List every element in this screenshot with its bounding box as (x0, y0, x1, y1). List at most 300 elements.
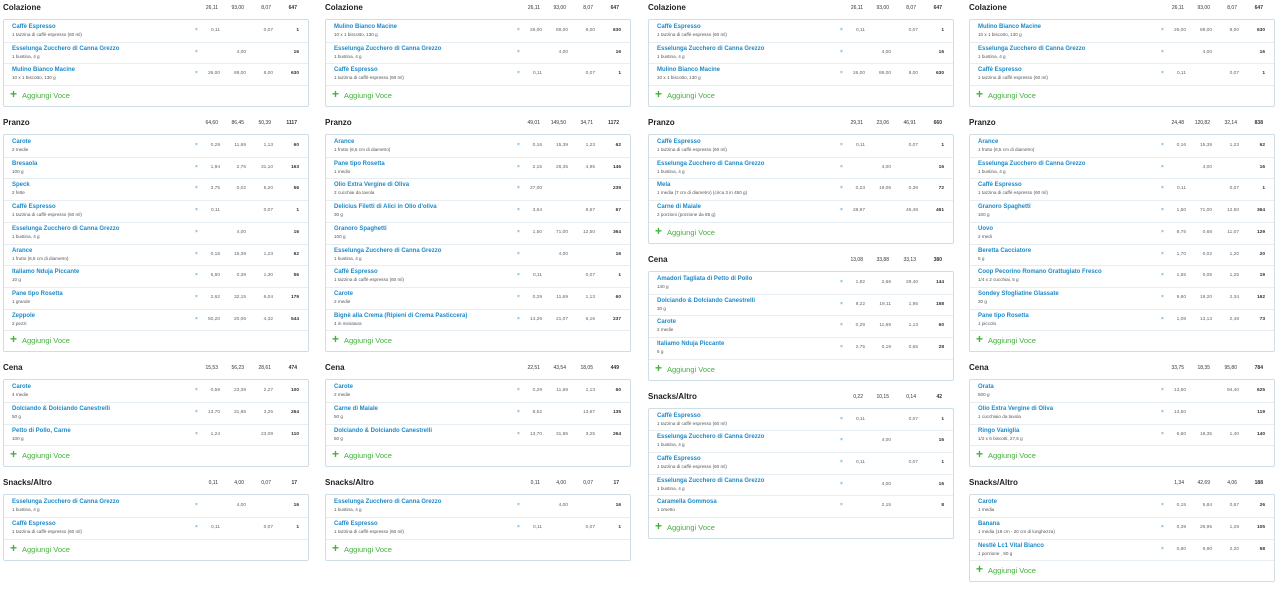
remove-icon[interactable]: × (517, 408, 520, 415)
food-row[interactable] (649, 295, 953, 317)
food-name-link[interactable]: Carote (12, 384, 32, 391)
food-name-link[interactable]: Mulino Bianco Macine (978, 24, 1042, 30)
food-name-link[interactable]: Carote (978, 499, 998, 506)
food-name-link[interactable]: Pane tipo Rosetta (12, 290, 63, 297)
food-row[interactable] (4, 310, 308, 332)
food-row[interactable] (326, 310, 630, 332)
food-row[interactable] (649, 273, 953, 295)
food-calories: 16 (1259, 164, 1265, 170)
remove-icon[interactable]: × (840, 322, 843, 329)
food-nutrient-value: 0,07 (263, 28, 273, 33)
food-row[interactable] (970, 403, 1274, 425)
plus-icon: + (655, 223, 663, 238)
food-nutrient-value: 26,00 (1173, 28, 1186, 33)
remove-icon[interactable]: × (1161, 163, 1164, 170)
food-name-link[interactable]: Caffè Espresso (12, 521, 56, 527)
food-nutrient-value: 6,04 (263, 294, 273, 300)
food-name-link[interactable]: Bignè alla Crema (Ripieni di Crema Pasticcera) (334, 312, 468, 319)
food-row[interactable] (970, 245, 1274, 267)
remove-icon[interactable]: × (1161, 315, 1164, 322)
food-list (648, 19, 954, 107)
remove-icon[interactable]: × (1161, 48, 1164, 55)
food-name-link[interactable]: Bresaola (12, 160, 38, 167)
remove-icon[interactable]: × (517, 430, 520, 437)
remove-icon[interactable]: × (1161, 502, 1164, 509)
food-row[interactable] (649, 158, 953, 180)
food-row[interactable] (326, 266, 630, 288)
food-list (325, 134, 631, 352)
food-quantity: 30 g (657, 305, 666, 311)
food-row[interactable] (4, 266, 308, 288)
food-nutrient-value: 13,50 (1173, 409, 1186, 415)
food-row[interactable] (649, 136, 953, 158)
food-nutrient-value: 0,65 (908, 344, 918, 350)
remove-icon[interactable]: × (840, 278, 843, 285)
remove-icon[interactable]: × (840, 27, 843, 33)
food-nutrient-value: 26,00 (852, 71, 865, 77)
remove-icon[interactable]: × (840, 185, 843, 192)
add-item-button[interactable] (326, 331, 630, 351)
food-row[interactable] (4, 425, 308, 447)
food-name-link[interactable]: Arance (12, 247, 33, 254)
food-name-link[interactable]: Olio Extra Vergine di Oliva (978, 405, 1054, 412)
meal-total-value: 8,07 (1227, 5, 1237, 11)
food-nutrient-value: 0,07 (908, 459, 918, 465)
meal-total-calories: 474 (288, 365, 297, 372)
remove-icon[interactable]: × (840, 480, 843, 487)
food-name-link[interactable]: Arance (334, 139, 355, 146)
remove-icon[interactable]: × (1161, 228, 1164, 235)
food-name-link[interactable]: Esselunga Zucchero di Canna Grezzo (657, 477, 765, 484)
food-name-link[interactable]: Caffè Espresso (657, 412, 701, 419)
food-calories: 16 (293, 49, 299, 55)
remove-icon[interactable]: × (517, 524, 520, 530)
remove-icon[interactable]: × (195, 524, 198, 530)
food-row[interactable] (970, 381, 1274, 403)
food-name-link[interactable]: Italiamo Nduja Piccante (657, 340, 725, 347)
remove-icon[interactable]: × (195, 387, 198, 394)
add-item-button[interactable] (326, 86, 630, 106)
food-calories: 264 (612, 431, 621, 437)
food-row[interactable] (649, 21, 953, 43)
add-item-button[interactable] (649, 360, 953, 380)
remove-icon[interactable]: × (840, 70, 843, 77)
meal-total-value: 8,07 (261, 5, 271, 11)
food-name-link[interactable]: Zeppole (12, 312, 36, 319)
food-quantity: 50 g (334, 435, 343, 441)
remove-icon[interactable]: × (517, 48, 520, 55)
food-name-link[interactable]: Esselunga Zucchero di Canna Grezzo (978, 45, 1086, 52)
meal-total-calories: 647 (288, 5, 297, 11)
food-name-link[interactable]: Carote (657, 319, 677, 326)
food-name-link[interactable]: Dolciando & Dolciando Canestrelli (12, 405, 111, 412)
food-row[interactable] (970, 310, 1274, 332)
add-item-label: Aggiungi Voce (667, 91, 715, 101)
food-name-link[interactable]: Mulino Bianco Macine (657, 67, 721, 74)
food-nutrient-value: 3,75 (210, 186, 220, 192)
food-quantity: 1 tazzina di caffè espresso (60 ml) (12, 529, 82, 534)
remove-icon[interactable]: × (195, 293, 198, 300)
food-row[interactable] (326, 64, 630, 86)
food-row[interactable] (326, 496, 630, 518)
add-item-button[interactable] (4, 540, 308, 560)
food-row[interactable] (4, 403, 308, 425)
food-row[interactable] (326, 245, 630, 267)
food-row[interactable] (4, 43, 308, 65)
meal-header (645, 389, 957, 408)
remove-icon[interactable]: × (840, 142, 843, 149)
food-row[interactable] (326, 201, 630, 223)
remove-icon[interactable]: × (840, 48, 843, 55)
food-name-link[interactable]: Esselunga Zucchero di Canna Grezzo (334, 499, 442, 506)
food-nutrient-value: 0,07 (908, 28, 918, 33)
food-name-link[interactable]: Caffè Espresso (657, 139, 701, 146)
add-item-button[interactable] (4, 446, 308, 466)
remove-icon[interactable]: × (195, 27, 198, 33)
food-name-link[interactable]: Ringo Vaniglia (978, 427, 1020, 434)
food-nutrient-value: 2,62 (210, 294, 220, 300)
food-row[interactable] (649, 338, 953, 360)
food-row[interactable] (326, 518, 630, 540)
food-row[interactable] (970, 540, 1274, 562)
remove-icon[interactable]: × (195, 315, 198, 322)
remove-icon[interactable]: × (517, 70, 520, 77)
remove-icon[interactable]: × (840, 343, 843, 350)
add-item-button[interactable] (970, 86, 1274, 106)
add-item-button[interactable] (326, 540, 630, 560)
food-row[interactable] (4, 179, 308, 201)
food-list (325, 494, 631, 560)
meal-total-value: 22,51 (527, 365, 540, 372)
remove-icon[interactable]: × (1161, 70, 1164, 77)
food-name-link[interactable]: Carote (334, 290, 354, 297)
food-row[interactable] (4, 381, 308, 403)
remove-icon[interactable]: × (840, 502, 843, 509)
food-name-link[interactable]: Granoro Spaghetti (978, 204, 1031, 211)
remove-icon[interactable]: × (195, 430, 198, 437)
remove-icon[interactable]: × (517, 27, 520, 33)
food-calories: 179 (290, 294, 299, 300)
add-item-button[interactable] (970, 446, 1274, 466)
food-name-link[interactable]: Carne di Maiale (657, 204, 702, 211)
food-quantity: 1/2 x 6 biscotti, 27,5 g (978, 435, 1023, 441)
remove-icon[interactable]: × (195, 502, 198, 509)
remove-icon[interactable]: × (517, 185, 520, 192)
remove-icon[interactable]: × (1161, 387, 1164, 394)
add-item-button[interactable] (649, 223, 953, 243)
food-row[interactable] (326, 43, 630, 65)
food-name-link[interactable]: Caffè Espresso (978, 182, 1022, 189)
add-item-button[interactable] (649, 86, 953, 106)
food-row[interactable] (4, 136, 308, 158)
remove-icon[interactable]: × (1161, 408, 1164, 415)
food-name-link[interactable]: Esselunga Zucchero di Canna Grezzo (334, 247, 442, 254)
food-name-link[interactable]: Esselunga Zucchero di Canna Grezzo (12, 45, 120, 52)
meal-total-value: 23,06 (876, 120, 889, 127)
food-row[interactable] (326, 425, 630, 447)
food-row[interactable] (970, 425, 1274, 447)
remove-icon[interactable]: × (840, 163, 843, 170)
remove-icon[interactable]: × (195, 250, 198, 257)
food-name-link[interactable]: Sondey Sfogliatine Glassate (978, 290, 1059, 297)
food-row[interactable] (4, 496, 308, 518)
food-quantity: 1 bustina, 4 g (334, 507, 362, 513)
remove-icon[interactable]: × (1161, 272, 1164, 279)
remove-icon[interactable]: × (195, 185, 198, 192)
add-item-label: Aggiungi Voce (667, 364, 715, 374)
food-name-link[interactable]: Granoro Spaghetti (334, 225, 387, 232)
food-name-link[interactable]: Arance (978, 139, 999, 146)
food-name-link[interactable]: Caffè Espresso (12, 24, 56, 30)
food-row[interactable] (970, 158, 1274, 180)
food-row[interactable] (649, 316, 953, 338)
remove-icon[interactable]: × (195, 272, 198, 279)
food-row[interactable] (649, 179, 953, 201)
meal-total-value: 18,35 (1197, 365, 1210, 372)
remove-icon[interactable]: × (517, 293, 520, 300)
food-row[interactable] (326, 21, 630, 43)
food-row[interactable] (4, 518, 308, 540)
food-name-link[interactable]: Caffè Espresso (334, 521, 378, 527)
remove-icon[interactable]: × (1161, 27, 1164, 33)
remove-icon[interactable]: × (195, 142, 198, 149)
food-name-link[interactable]: Esselunga Zucchero di Canna Grezzo (334, 45, 442, 52)
remove-icon[interactable]: × (517, 502, 520, 509)
remove-icon[interactable]: × (195, 408, 198, 415)
food-name-link[interactable]: Italiamo Nduja Piccante (12, 269, 80, 276)
remove-icon[interactable]: × (517, 163, 520, 170)
food-calories: 100 (290, 388, 299, 394)
meal-section (322, 0, 634, 115)
meal-total-value: 18,05 (580, 365, 593, 372)
food-row[interactable] (649, 43, 953, 65)
meal-section (322, 360, 634, 475)
meal-total-value: 86,45 (231, 120, 244, 127)
food-nutrient-value: 3,54 (532, 208, 542, 214)
add-item-button[interactable] (970, 331, 1274, 351)
food-row[interactable] (4, 158, 308, 180)
food-row[interactable] (326, 381, 630, 403)
food-name-link[interactable]: Uovo (978, 225, 993, 232)
food-row[interactable] (326, 158, 630, 180)
remove-icon[interactable]: × (1161, 142, 1164, 149)
food-name-link[interactable]: Caffè Espresso (657, 455, 701, 462)
remove-icon[interactable]: × (517, 250, 520, 257)
food-row[interactable] (326, 403, 630, 425)
plus-icon: + (655, 360, 663, 375)
food-name-link[interactable]: Carote (334, 384, 354, 391)
food-row[interactable] (649, 475, 953, 497)
food-row[interactable] (4, 245, 308, 267)
food-name-link[interactable]: Pane tipo Rosetta (334, 160, 385, 167)
food-row[interactable] (970, 21, 1274, 43)
food-name-link[interactable]: Coop Pecorino Romano Grattugiato Fresco (978, 269, 1102, 276)
add-item-label: Aggiungi Voce (344, 451, 392, 461)
food-name-link[interactable]: Speck (12, 182, 30, 189)
food-name-link[interactable]: Caffè Espresso (978, 67, 1022, 74)
food-name-link[interactable]: Caffè Espresso (12, 204, 56, 211)
add-item-button[interactable] (326, 446, 630, 466)
food-nutrient-value: 2,15 (881, 503, 891, 509)
food-calories: 162 (1256, 294, 1265, 300)
food-row[interactable] (970, 136, 1274, 158)
remove-icon[interactable]: × (840, 207, 843, 214)
food-calories: 1 (941, 143, 944, 149)
remove-icon[interactable]: × (517, 207, 520, 214)
food-name-link[interactable]: Carote (12, 139, 32, 146)
add-item-label: Aggiungi Voce (22, 91, 70, 101)
food-name-link[interactable]: Caramella Gommosa (657, 499, 717, 506)
remove-icon[interactable]: × (840, 458, 843, 465)
food-list (3, 379, 309, 467)
food-name-link[interactable]: Dolciando & Dolciando Canestrelli (657, 297, 756, 304)
food-nutrient-value: 8,67 (585, 208, 595, 214)
food-name-link[interactable]: Amadori Tagliata di Petto di Pollo (657, 275, 753, 282)
food-quantity: 30 g (978, 298, 987, 304)
food-name-link[interactable]: Beretta Cacciatore (978, 247, 1032, 254)
meal-header (0, 360, 312, 379)
food-quantity: 2 cucchiai da tavola (334, 190, 375, 196)
food-nutrient-value: 0,11 (1177, 186, 1186, 192)
food-name-link[interactable]: Mela (657, 182, 671, 189)
remove-icon[interactable]: × (195, 163, 198, 170)
meal-total-value: 0,07 (261, 480, 271, 487)
remove-icon[interactable]: × (840, 300, 843, 307)
food-calories: 1 (1262, 71, 1265, 77)
food-row[interactable] (4, 288, 308, 310)
remove-icon[interactable]: × (1161, 250, 1164, 257)
food-name-link[interactable]: Mulino Bianco Macine (334, 24, 398, 30)
food-quantity: 100 g (12, 435, 24, 441)
food-row[interactable] (970, 288, 1274, 310)
remove-icon[interactable]: × (517, 228, 520, 235)
meal-total-calories: 838 (1254, 120, 1263, 127)
food-row[interactable] (970, 179, 1274, 201)
remove-icon[interactable]: × (1161, 524, 1164, 530)
food-quantity: 50 g (334, 413, 343, 419)
remove-icon[interactable]: × (195, 70, 198, 77)
remove-icon[interactable]: × (1161, 545, 1164, 552)
food-row[interactable] (649, 201, 953, 223)
food-calories: 1 (296, 525, 299, 530)
food-nutrient-value: 4,00 (881, 164, 891, 170)
food-name-link[interactable]: Esselunga Zucchero di Canna Grezzo (12, 225, 120, 232)
food-nutrient-value: 19,06 (878, 186, 891, 192)
food-row[interactable] (970, 518, 1274, 540)
food-name-link[interactable]: Carne di Maiale (334, 405, 379, 412)
add-item-button[interactable] (970, 561, 1274, 581)
food-row[interactable] (326, 288, 630, 310)
food-row[interactable] (970, 496, 1274, 518)
food-calories: 62 (293, 251, 299, 257)
meal-section (645, 389, 957, 547)
food-name-link[interactable]: Petto di Pollo, Carne (12, 427, 71, 434)
food-row[interactable] (970, 43, 1274, 65)
remove-icon[interactable]: × (840, 415, 843, 422)
food-row[interactable] (4, 223, 308, 245)
remove-icon[interactable]: × (1161, 207, 1164, 214)
food-calories: 135 (612, 409, 621, 415)
food-name-link[interactable]: Mulino Bianco Macine (12, 67, 76, 74)
food-row[interactable] (649, 431, 953, 453)
food-nutrient-value: 0,02 (236, 186, 246, 192)
food-row[interactable] (649, 496, 953, 518)
add-item-button[interactable] (649, 518, 953, 538)
food-nutrient-value: 46,48 (905, 208, 918, 214)
food-calories: 119 (1257, 409, 1265, 415)
remove-icon[interactable]: × (195, 48, 198, 55)
food-name-link[interactable]: Esselunga Zucchero di Canna Grezzo (657, 45, 765, 52)
food-row[interactable] (326, 223, 630, 245)
food-name-link[interactable]: Esselunga Zucchero di Canna Grezzo (657, 434, 765, 441)
food-name-link[interactable]: Esselunga Zucchero di Canna Grezzo (978, 160, 1086, 167)
food-row[interactable] (326, 179, 630, 201)
food-calories: 60 (615, 388, 621, 394)
food-name-link[interactable]: Delicius Filetti di Alici in Olio d'oliva (334, 204, 437, 211)
remove-icon[interactable]: × (517, 272, 520, 279)
food-row[interactable] (4, 201, 308, 223)
section-gap (966, 467, 1278, 475)
plus-icon: + (10, 87, 18, 102)
food-nutrient-value: 0,29 (855, 323, 865, 329)
add-item-button[interactable] (4, 86, 308, 106)
food-name-link[interactable]: Olio Extra Vergine di Oliva (334, 182, 410, 189)
food-row[interactable] (970, 64, 1274, 86)
food-calories: 60 (293, 143, 299, 149)
food-name-link[interactable]: Caffè Espresso (334, 67, 378, 74)
food-row[interactable] (4, 21, 308, 43)
food-name-link[interactable]: Banana (978, 521, 1000, 527)
food-nutrient-value: 11,69 (556, 294, 568, 300)
food-name-link[interactable]: Pane tipo Rosetta (978, 312, 1029, 319)
add-item-button[interactable] (4, 331, 308, 351)
food-name-link[interactable]: Caffè Espresso (334, 269, 378, 276)
food-quantity: 1 tazzina di caffè espresso (60 ml) (978, 190, 1048, 196)
food-row[interactable] (970, 223, 1274, 245)
remove-icon[interactable]: × (1161, 430, 1164, 437)
food-row[interactable] (649, 453, 953, 475)
food-row[interactable] (326, 136, 630, 158)
food-quantity: 1 frutto (6,5 cm di diametro) (12, 255, 69, 261)
food-row[interactable] (970, 266, 1274, 288)
remove-icon[interactable]: × (195, 207, 198, 214)
food-name-link[interactable]: Esselunga Zucchero di Canna Grezzo (657, 160, 765, 167)
food-row[interactable] (970, 201, 1274, 223)
food-list (648, 408, 954, 539)
remove-icon[interactable]: × (1161, 293, 1164, 300)
remove-icon[interactable]: × (840, 437, 843, 444)
food-name-link[interactable]: Dolciando & Dolciando Canestrelli (334, 427, 433, 434)
remove-icon[interactable]: × (1161, 185, 1164, 192)
food-list (648, 134, 954, 244)
food-calories: 26 (1259, 503, 1265, 509)
food-row[interactable] (649, 64, 953, 86)
food-row[interactable] (4, 64, 308, 86)
food-nutrient-value: 0,57 (1229, 503, 1239, 509)
remove-icon[interactable]: × (195, 228, 198, 235)
food-name-link[interactable]: Nestlé Lc1 Vital Bianco (978, 542, 1044, 549)
food-row[interactable] (649, 410, 953, 432)
remove-icon[interactable]: × (517, 387, 520, 394)
remove-icon[interactable]: × (517, 315, 520, 322)
remove-icon[interactable]: × (517, 142, 520, 149)
food-name-link[interactable]: Esselunga Zucchero di Canna Grezzo (12, 499, 120, 506)
food-nutrient-value: 8,22 (855, 301, 865, 307)
food-name-link[interactable]: Orata (978, 384, 994, 391)
food-quantity: 2 medie (657, 327, 674, 333)
food-name-link[interactable]: Caffè Espresso (657, 24, 701, 30)
food-list (648, 271, 954, 381)
